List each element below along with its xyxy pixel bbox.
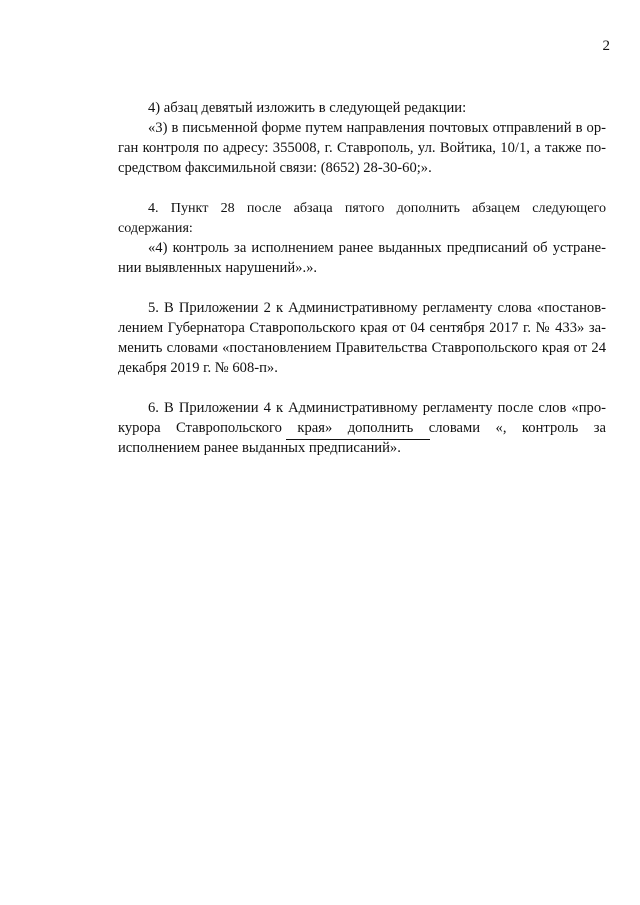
paragraph-point-5: 5. В Приложении 2 к Административному регламенту слова «постановлением Губернатора Ставропольского края от 04 сентября 2017 г. № 433» заменить словами «постановлением Правительства Ставропольского края от 24 декабря 2019 г. № 608-п». (118, 300, 606, 376)
paragraph-spacer (118, 378, 606, 398)
paragraph-spacer (118, 278, 606, 298)
paragraph-quoted-item-3: «3) в письменной форме путем направления почтовых отправлений в орган контроля по адресу: 355008, г. Ставрополь, ул. Войтика, 10/1, а также посредством факсимильной связи: (8652) 28-30-60;». (118, 120, 606, 176)
page-number: 2 (602, 38, 610, 54)
paragraph-point-6: 6. В Приложении 4 к Административному регламенту после слов «прокурора Ставропольского края» дополнить словами «, контроль за исполнением ранее выданных предписаний». (118, 400, 606, 456)
closing-divider-line (286, 439, 430, 440)
paragraph-quoted-item-4: «4) контроль за исполнением ранее выданных предписаний об устранении выявленных нарушений».». (118, 240, 606, 276)
paragraph-point-4: 4. Пункт 28 после абзаца пятого дополнить абзацем следующего содержания: (118, 200, 606, 236)
paragraph-spacer (118, 178, 606, 198)
paragraph-item-4: 4) абзац девятый изложить в следующей редакции: (148, 100, 467, 116)
document-body (118, 98, 606, 458)
